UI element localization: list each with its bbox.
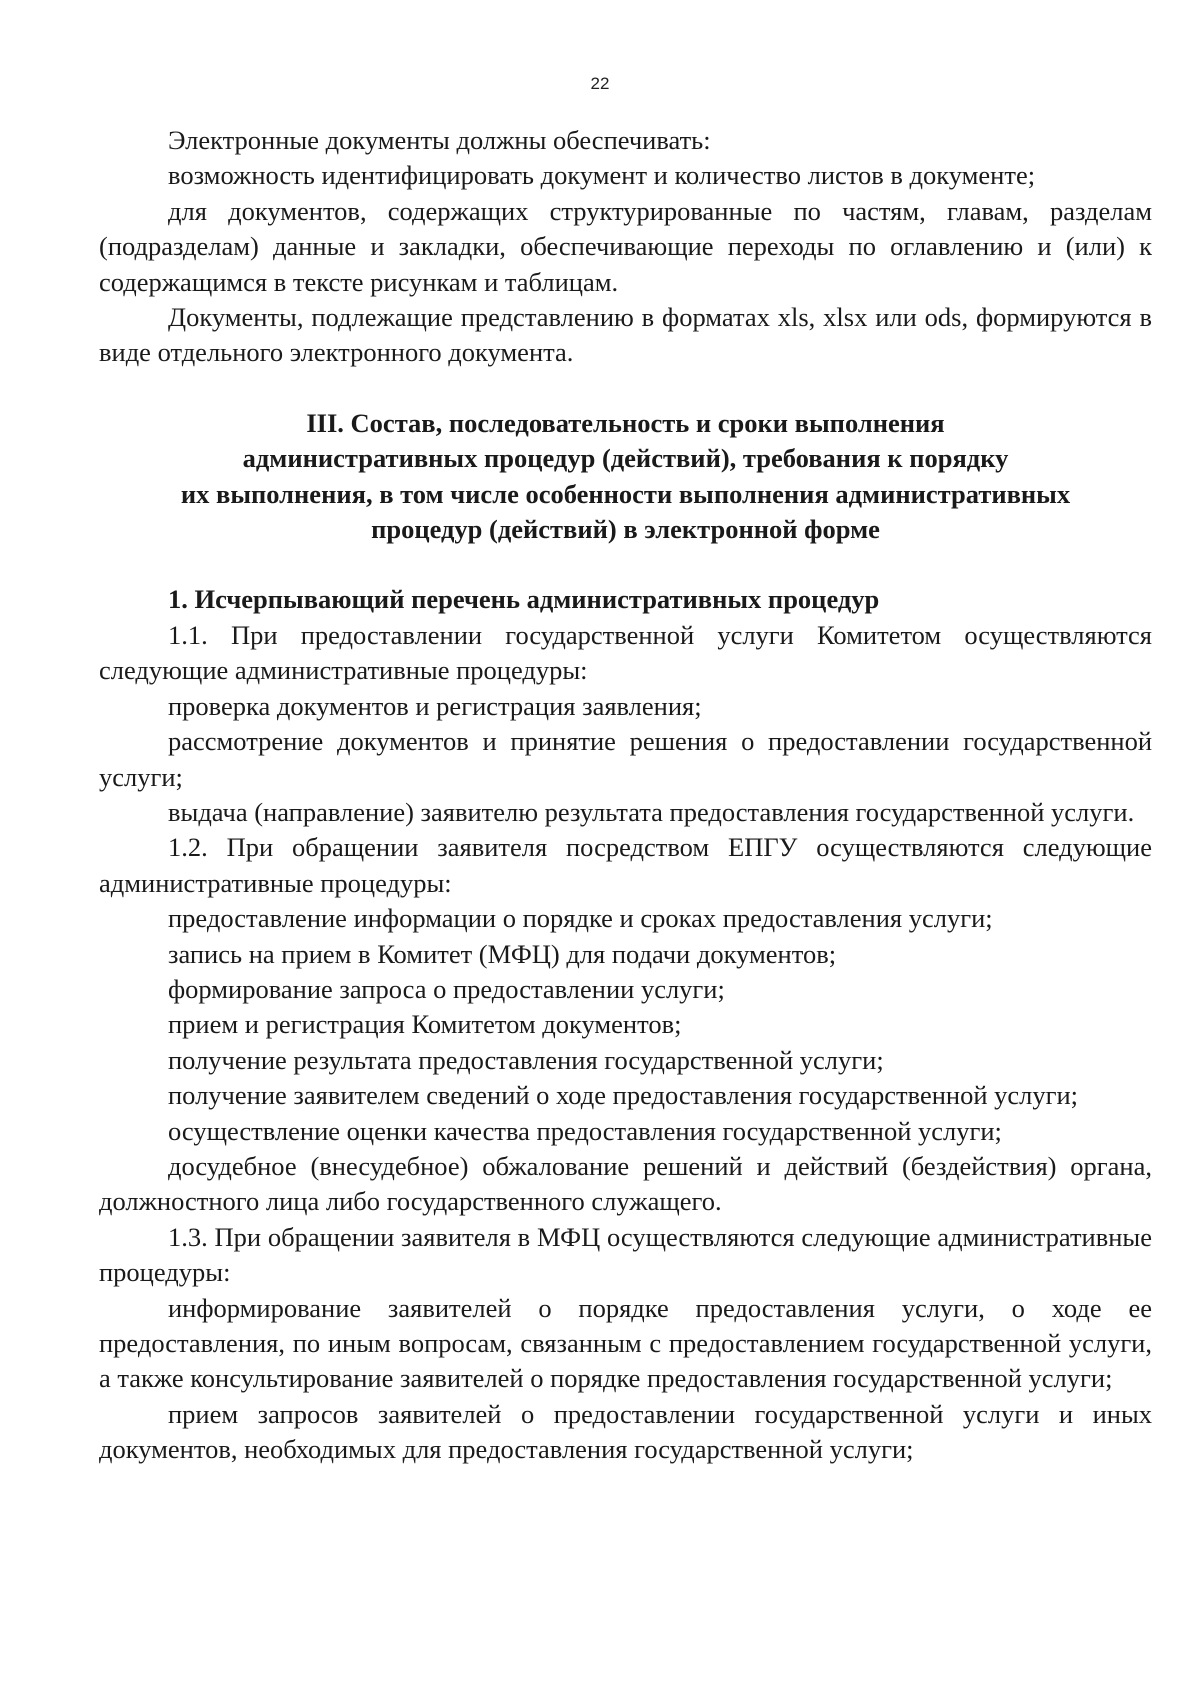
paragraph: прием и регистрация Комитетом документов;	[168, 1009, 682, 1040]
paragraph: Документы, подлежащие представлению в форматах xls, xlsx или ods, формируются в виде отдельного электронного документа.	[99, 302, 1152, 368]
intro-block	[99, 123, 1152, 371]
paragraph: прием запросов заявителей о предоставлении государственной услуги и иных документов, необходимых для предоставления государственной услуги;	[99, 1398, 1152, 1465]
paragraph: возможность идентифицировать документ и количество листов в документе;	[168, 160, 1036, 191]
paragraph: информирование заявителей о порядке предоставления услуги, о ходе ее предоставления, по иным вопросам, связанным с предоставлением государственной услуги, а также консультирование заявителей о порядке предоставления государственной услуги;	[99, 1292, 1152, 1394]
section-heading-line: административных процедур (действий), требования к порядку	[242, 443, 1009, 474]
paragraph: 1.3. При обращении заявителя в МФЦ осуществляются следующие административные процедуры:	[99, 1221, 1152, 1288]
paragraph: получение заявителем сведений о ходе предоставления государственной услуги;	[168, 1080, 1079, 1111]
subheading: 1. Исчерпывающий перечень административных процедур	[168, 584, 880, 615]
paragraph: для документов, содержащих структурированные по частям, главам, разделам (подразделам) данные и закладки, обеспечивающие переходы по оглавлению и (или) к содержащимся в тексте рисункам и таблицам.	[99, 195, 1152, 297]
section-heading-line: их выполнения, в том числе особенности выполнения административных	[180, 478, 1071, 509]
paragraph: досудебное (внесудебное) обжалование решений и действий (бездействия) органа, должностного лица либо государственного служащего.	[99, 1150, 1152, 1217]
paragraph: рассмотрение документов и принятие решения о предоставлении государственной услуги;	[99, 726, 1152, 792]
paragraph: запись на прием в Комитет (МФЦ) для подачи документов;	[168, 938, 837, 969]
paragraph: 1.2. При обращении заявителя посредством ЕПГУ осуществляются следующие административные процедуры:	[99, 832, 1152, 898]
page-number: 22	[590, 74, 610, 93]
paragraph: осуществление оценки качества предоставления государственной услуги;	[168, 1115, 1002, 1146]
section-heading-line: III. Состав, последовательность и сроки выполнения	[306, 407, 945, 438]
paragraph: 1.1. При предоставлении государственной услуги Комитетом осуществляются следующие административные процедуры:	[99, 619, 1152, 686]
section-heading	[99, 406, 1152, 548]
paragraph: выдача (направление) заявителю результата предоставления государственной услуги.	[168, 796, 1135, 827]
section-heading-line: процедур (действий) в электронной форме	[371, 514, 880, 545]
paragraph: проверка документов и регистрация заявления;	[168, 690, 702, 721]
paragraph: предоставление информации о порядке и сроках предоставления услуги;	[168, 903, 993, 934]
paragraph: получение результата предоставления государственной услуги;	[168, 1044, 884, 1075]
paragraph: Электронные документы должны обеспечивать:	[168, 125, 711, 155]
paragraph: формирование запроса о предоставлении услуги;	[168, 973, 725, 1004]
procedures-block	[99, 618, 1152, 1468]
